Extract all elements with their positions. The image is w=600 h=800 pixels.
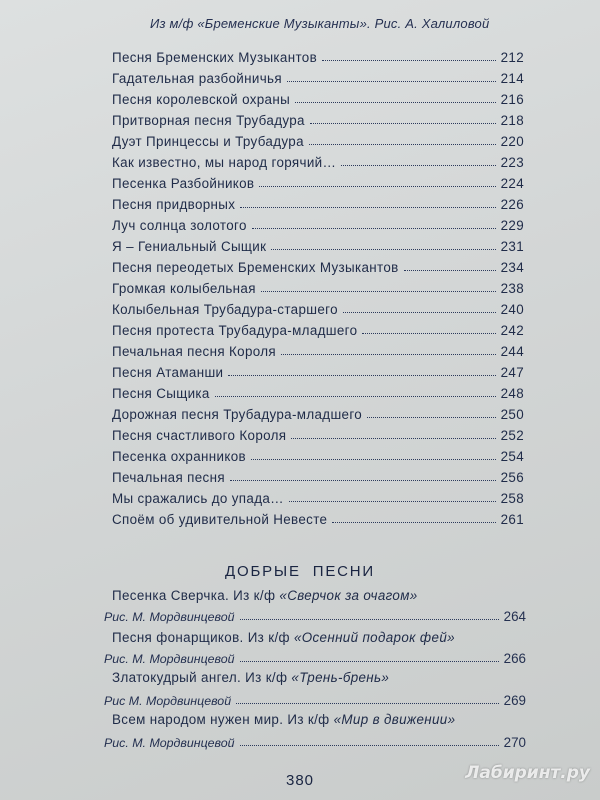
- toc-row: [112, 423, 524, 443]
- film-name: «Сверчок за очагом»: [279, 588, 418, 603]
- toc-page-number: 247: [500, 365, 524, 380]
- toc-title: Песня придворных: [112, 197, 236, 212]
- entry-title: [112, 670, 389, 685]
- toc-page-number: 261: [500, 512, 524, 527]
- toc-row: [112, 360, 524, 380]
- toc-title: Песня королевской охраны: [112, 92, 291, 107]
- dot-leader: [362, 333, 495, 334]
- dot-leader: [332, 522, 495, 523]
- toc-row: [112, 66, 524, 86]
- toc-page-number: 250: [500, 407, 524, 422]
- toc-row: [112, 276, 524, 296]
- toc-page-number: 264: [503, 609, 526, 624]
- entry-title-text: Всем народом нужен мир. Из к/ф: [112, 712, 334, 727]
- toc-row: [112, 129, 524, 149]
- toc-row: [112, 150, 524, 170]
- credit-row: [104, 604, 526, 624]
- toc-page-number: 258: [500, 491, 524, 506]
- dot-leader: [289, 501, 496, 502]
- dot-leader: [252, 228, 496, 229]
- film-name: «Трень-брень»: [291, 670, 390, 685]
- toc-title: Споём об удивительной Невесте: [112, 512, 328, 527]
- credit-row: [104, 730, 526, 750]
- toc-title: Я – Гениальный Сыщик: [112, 239, 267, 254]
- toc-title: Мы сражались до упада…: [112, 491, 284, 506]
- dot-leader: [240, 207, 495, 208]
- toc-page-number: 220: [500, 134, 524, 149]
- toc-page-number: 212: [500, 50, 524, 65]
- dot-leader: [261, 291, 496, 292]
- entry-title-text: Песня фонарщиков. Из к/ф: [112, 630, 294, 645]
- toc-page-number: 254: [500, 449, 524, 464]
- toc-page-number: 214: [500, 71, 524, 86]
- toc-title: Песня Сыщика: [112, 386, 210, 401]
- illustrator-credit: Рис М. Мордвинцевой: [104, 694, 232, 708]
- toc-row: [112, 87, 524, 107]
- entry-title-text: Песенка Сверчка. Из к/ф: [112, 588, 280, 603]
- toc-row: [112, 465, 524, 485]
- toc-row: [112, 234, 524, 254]
- toc-row: [112, 444, 524, 464]
- dot-leader: [240, 745, 499, 746]
- illustrator-credit: Рис. М. Мордвинцевой: [104, 652, 235, 666]
- entry-title: [112, 712, 455, 727]
- dot-leader: [322, 60, 496, 61]
- toc-row: [112, 192, 524, 212]
- toc-page-number: 248: [500, 386, 524, 401]
- toc-title: Печальная песня Короля: [112, 344, 277, 359]
- dot-leader: [291, 438, 495, 439]
- toc-page-number: 224: [500, 176, 524, 191]
- dot-leader: [404, 270, 496, 271]
- toc-title: Луч солнца золотого: [112, 218, 247, 233]
- toc-row: [112, 45, 524, 65]
- dot-leader: [341, 165, 495, 166]
- dot-leader: [230, 480, 496, 481]
- toc-row: [112, 318, 524, 338]
- dot-leader: [287, 81, 496, 82]
- toc-page-number: 238: [500, 281, 524, 296]
- page-number: 380: [285, 772, 315, 789]
- toc-row: [112, 486, 524, 506]
- illustrator-credit: Рис. М. Мордвинцевой: [104, 736, 235, 750]
- toc-row: [112, 402, 524, 422]
- dot-leader: [251, 459, 496, 460]
- toc-title: Песня Бременских Музыкантов: [112, 50, 318, 65]
- toc-page-number: 252: [500, 428, 524, 443]
- section-title: ДОБРЫЕ ПЕСНИ: [225, 563, 375, 580]
- toc-row: [112, 108, 524, 128]
- entry-title: [112, 630, 455, 645]
- toc-title: Дорожная песня Трубадура-младшего: [112, 407, 363, 422]
- toc-title: Песня Атаманши: [112, 365, 224, 380]
- film-name: «Мир в движении»: [333, 712, 456, 727]
- dot-leader: [310, 123, 496, 124]
- toc-title: Песня протеста Трубадура-младшего: [112, 323, 358, 338]
- toc-page-number: 256: [500, 470, 524, 485]
- toc-row: [112, 381, 524, 401]
- toc-page-number: 269: [503, 693, 526, 708]
- dot-leader: [228, 375, 495, 376]
- toc-page-number: 223: [500, 155, 524, 170]
- entry-title: [112, 588, 418, 603]
- toc-row: [112, 339, 524, 359]
- toc-title: Гадательная разбойничья: [112, 71, 282, 86]
- toc-title: Колыбельная Трубадура-старшего: [112, 302, 338, 317]
- toc-title: Громкая колыбельная: [112, 281, 256, 296]
- dot-leader: [281, 354, 496, 355]
- toc-page-number: 226: [500, 197, 524, 212]
- toc-title: Песенка охранников: [112, 449, 246, 464]
- toc-page-number: 270: [503, 735, 526, 750]
- illustrator-credit: Рис. М. Мордвинцевой: [104, 610, 235, 624]
- dot-leader: [236, 703, 499, 704]
- toc-title: Печальная песня: [112, 470, 225, 485]
- toc-row: [112, 507, 524, 527]
- toc-page-number: 242: [500, 323, 524, 338]
- toc-title: Притворная песня Трубадура: [112, 113, 305, 128]
- watermark-logo: Лабиринт.ру: [465, 763, 590, 783]
- toc-page-number: 218: [500, 113, 524, 128]
- toc-row: [112, 255, 524, 275]
- credit-row: [104, 688, 526, 708]
- toc-page-number: 244: [500, 344, 524, 359]
- entry-title-text: Златокудрый ангел. Из к/ф: [112, 670, 292, 685]
- toc-page-number: 216: [500, 92, 524, 107]
- dot-leader: [240, 619, 499, 620]
- toc-row: [112, 213, 524, 233]
- toc-page-number: 266: [503, 651, 526, 666]
- toc-row: [112, 297, 524, 317]
- dot-leader: [215, 396, 496, 397]
- toc-title: Песня переодетых Бременских Музыкантов: [112, 260, 399, 275]
- credit-row: [104, 646, 526, 666]
- dot-leader: [309, 144, 496, 145]
- toc-title: Песня счастливого Короля: [112, 428, 287, 443]
- dot-leader: [240, 661, 499, 662]
- dot-leader: [271, 249, 495, 250]
- film-name: «Осенний подарок фей»: [293, 630, 455, 645]
- toc-page-number: 229: [500, 218, 524, 233]
- toc-row: [112, 171, 524, 191]
- dot-leader: [259, 186, 495, 187]
- toc-page-number: 234: [500, 260, 524, 275]
- dot-leader: [367, 417, 496, 418]
- dot-leader: [343, 312, 496, 313]
- toc-title: Дуэт Принцессы и Трубадура: [112, 134, 304, 149]
- toc-page-number: 231: [500, 239, 524, 254]
- toc-title: Песенка Разбойников: [112, 176, 255, 191]
- toc-page-number: 240: [500, 302, 524, 317]
- dot-leader: [295, 102, 496, 103]
- toc-title: Как известно, мы народ горячий…: [112, 155, 337, 170]
- running-header: Из м/ф «Бременские Музыканты». Рис. А. Халиловой: [150, 16, 490, 31]
